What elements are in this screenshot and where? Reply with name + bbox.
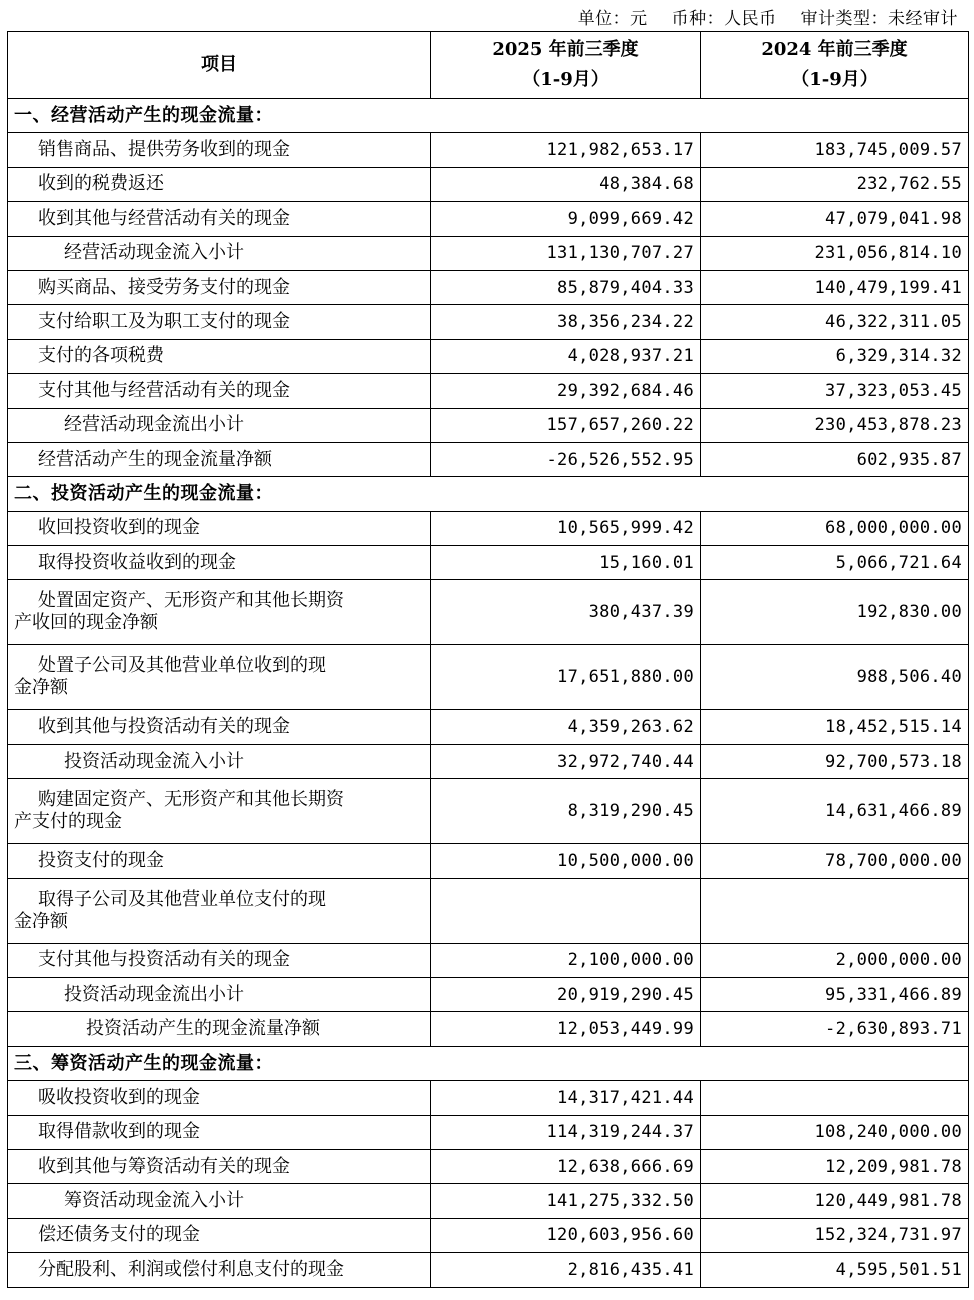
row-label: 购买商品、接受劳务支付的现金 [8, 270, 431, 304]
table-row [8, 580, 969, 645]
row-label: 吸收投资收到的现金 [8, 1081, 431, 1115]
header-item: 项目 [8, 32, 431, 99]
value-2025: 32,972,740.44 [431, 744, 701, 778]
value-2024: 68,000,000.00 [701, 511, 969, 545]
value-2025: 114,319,244.37 [431, 1115, 701, 1149]
table-row [8, 1184, 969, 1218]
value-2025: -26,526,552.95 [431, 442, 701, 476]
row-label: 投资活动现金流入小计 [8, 744, 431, 778]
value-2025: 10,500,000.00 [431, 844, 701, 878]
value-2025 [431, 878, 701, 943]
value-2024: 47,079,041.98 [701, 202, 969, 236]
row-label-line2: 金净额 [14, 910, 68, 932]
table-body [8, 99, 969, 1288]
value-2025: 10,565,999.42 [431, 511, 701, 545]
row-label-line2: 产支付的现金 [14, 811, 122, 833]
table-row [8, 1218, 969, 1252]
value-2024: 78,700,000.00 [701, 844, 969, 878]
value-2025: 14,317,421.44 [431, 1081, 701, 1115]
table-row [8, 978, 969, 1012]
value-2025: 4,028,937.21 [431, 339, 701, 373]
audit-type-label: 审计类型：未经审计 [800, 9, 958, 29]
value-2024: 2,000,000.00 [701, 943, 969, 977]
table-row [8, 202, 969, 236]
value-2024: 120,449,981.78 [701, 1184, 969, 1218]
value-2025: 380,437.39 [431, 580, 701, 645]
cash-flow-table [7, 31, 969, 1288]
value-2024: 231,056,814.10 [701, 236, 969, 270]
value-2024: 183,745,009.57 [701, 133, 969, 167]
row-label-line1: 购建固定资产、无形资产和其他长期资 [38, 789, 344, 811]
table-header-row [8, 32, 969, 99]
header-2025-months: （1-9月） [522, 69, 609, 90]
row-label [8, 580, 431, 645]
value-2025: 121,982,653.17 [431, 133, 701, 167]
table-row [8, 1115, 969, 1149]
value-2024: 6,329,314.32 [701, 339, 969, 373]
table-row [8, 511, 969, 545]
row-label: 支付其他与经营活动有关的现金 [8, 374, 431, 408]
row-label: 支付给职工及为职工支付的现金 [8, 305, 431, 339]
table-row [8, 1149, 969, 1183]
row-label: 收回投资收到的现金 [8, 511, 431, 545]
value-2024: 230,453,878.23 [701, 408, 969, 442]
row-label: 取得借款收到的现金 [8, 1115, 431, 1149]
row-label-line1: 处置固定资产、无形资产和其他长期资 [38, 590, 344, 612]
value-2024: 152,324,731.97 [701, 1218, 969, 1252]
row-label-line2: 产收回的现金净额 [14, 612, 158, 634]
value-2024: 95,331,466.89 [701, 978, 969, 1012]
value-2025: 2,100,000.00 [431, 943, 701, 977]
table-row [8, 270, 969, 304]
value-2025: 12,638,666.69 [431, 1149, 701, 1183]
row-label: 收到其他与筹资活动有关的现金 [8, 1149, 431, 1183]
value-2025: 12,053,449.99 [431, 1012, 701, 1046]
row-label: 投资活动现金流出小计 [8, 978, 431, 1012]
value-2025: 131,130,707.27 [431, 236, 701, 270]
table-row [8, 236, 969, 270]
value-2025: 29,392,684.46 [431, 374, 701, 408]
value-2024: 18,452,515.14 [701, 710, 969, 744]
table-row [8, 546, 969, 580]
section-header-row [8, 99, 969, 133]
table-row [8, 1012, 969, 1046]
value-2025: 85,879,404.33 [431, 270, 701, 304]
value-2025: 15,160.01 [431, 546, 701, 580]
row-label: 支付的各项税费 [8, 339, 431, 373]
header-2024-months: （1-9月） [791, 69, 878, 90]
row-label: 经营活动现金流入小计 [8, 236, 431, 270]
value-2025: 9,099,669.42 [431, 202, 701, 236]
header-2025 [431, 32, 701, 99]
row-label [8, 645, 431, 710]
table-row [8, 744, 969, 778]
value-2025: 20,919,290.45 [431, 978, 701, 1012]
row-label: 收到的税费返还 [8, 167, 431, 201]
value-2024: 37,323,053.45 [701, 374, 969, 408]
value-2024: 92,700,573.18 [701, 744, 969, 778]
row-label: 收到其他与经营活动有关的现金 [8, 202, 431, 236]
table-row [8, 710, 969, 744]
value-2024: 4,595,501.51 [701, 1253, 969, 1287]
row-label: 偿还债务支付的现金 [8, 1218, 431, 1252]
row-label: 支付其他与投资活动有关的现金 [8, 943, 431, 977]
row-label: 投资支付的现金 [8, 844, 431, 878]
table-row [8, 408, 969, 442]
section-title: 二、投资活动产生的现金流量： [8, 477, 969, 511]
value-2024: 988,506.40 [701, 645, 969, 710]
row-label: 经营活动现金流出小计 [8, 408, 431, 442]
row-label: 取得投资收益收到的现金 [8, 546, 431, 580]
table-row [8, 374, 969, 408]
table-row [8, 844, 969, 878]
row-label: 筹资活动现金流入小计 [8, 1184, 431, 1218]
value-2025: 4,359,263.62 [431, 710, 701, 744]
value-2024: 232,762.55 [701, 167, 969, 201]
value-2024: 602,935.87 [701, 442, 969, 476]
table-row [8, 943, 969, 977]
table-row [8, 339, 969, 373]
row-label-line1: 取得子公司及其他营业单位支付的现 [38, 888, 326, 910]
value-2025: 8,319,290.45 [431, 779, 701, 844]
value-2024: 5,066,721.64 [701, 546, 969, 580]
value-2025: 48,384.68 [431, 167, 701, 201]
value-2025: 157,657,260.22 [431, 408, 701, 442]
section-title: 一、经营活动产生的现金流量： [8, 99, 969, 133]
row-label: 经营活动产生的现金流量净额 [8, 442, 431, 476]
value-2024: 14,631,466.89 [701, 779, 969, 844]
value-2024: 192,830.00 [701, 580, 969, 645]
section-header-row [8, 1046, 969, 1080]
row-label: 投资活动产生的现金流量净额 [8, 1012, 431, 1046]
row-label [8, 878, 431, 943]
header-2024 [701, 32, 969, 99]
table-row [8, 167, 969, 201]
table-row [8, 1081, 969, 1115]
value-2024: 108,240,000.00 [701, 1115, 969, 1149]
table-row [8, 1253, 969, 1287]
currency-label: 币种：人民币 [671, 9, 777, 29]
table-row [8, 133, 969, 167]
table-row [8, 645, 969, 710]
value-2024: 12,209,981.78 [701, 1149, 969, 1183]
row-label [8, 779, 431, 844]
row-label-line2: 金净额 [14, 677, 68, 699]
section-header-row [8, 477, 969, 511]
table-row [8, 878, 969, 943]
row-label: 销售商品、提供劳务收到的现金 [8, 133, 431, 167]
value-2024: 46,322,311.05 [701, 305, 969, 339]
table-row [8, 442, 969, 476]
value-2024 [701, 1081, 969, 1115]
value-2024 [701, 878, 969, 943]
table-row [8, 779, 969, 844]
value-2024: 140,479,199.41 [701, 270, 969, 304]
unit-label: 单位：元 [577, 9, 648, 29]
value-2025: 120,603,956.60 [431, 1218, 701, 1252]
section-title: 三、筹资活动产生的现金流量： [8, 1046, 969, 1080]
value-2025: 2,816,435.41 [431, 1253, 701, 1287]
row-label-line1: 处置子公司及其他营业单位收到的现 [38, 655, 326, 677]
value-2024: -2,630,893.71 [701, 1012, 969, 1046]
unit-note [560, 4, 958, 29]
table-row [8, 305, 969, 339]
value-2025: 17,651,880.00 [431, 645, 701, 710]
value-2025: 141,275,332.50 [431, 1184, 701, 1218]
value-2025: 38,356,234.22 [431, 305, 701, 339]
row-label: 分配股利、利润或偿付利息支付的现金 [8, 1253, 431, 1287]
header-2025-period: 2025 年前三季度 [492, 39, 639, 60]
row-label: 收到其他与投资活动有关的现金 [8, 710, 431, 744]
header-2024-period: 2024 年前三季度 [761, 39, 908, 60]
